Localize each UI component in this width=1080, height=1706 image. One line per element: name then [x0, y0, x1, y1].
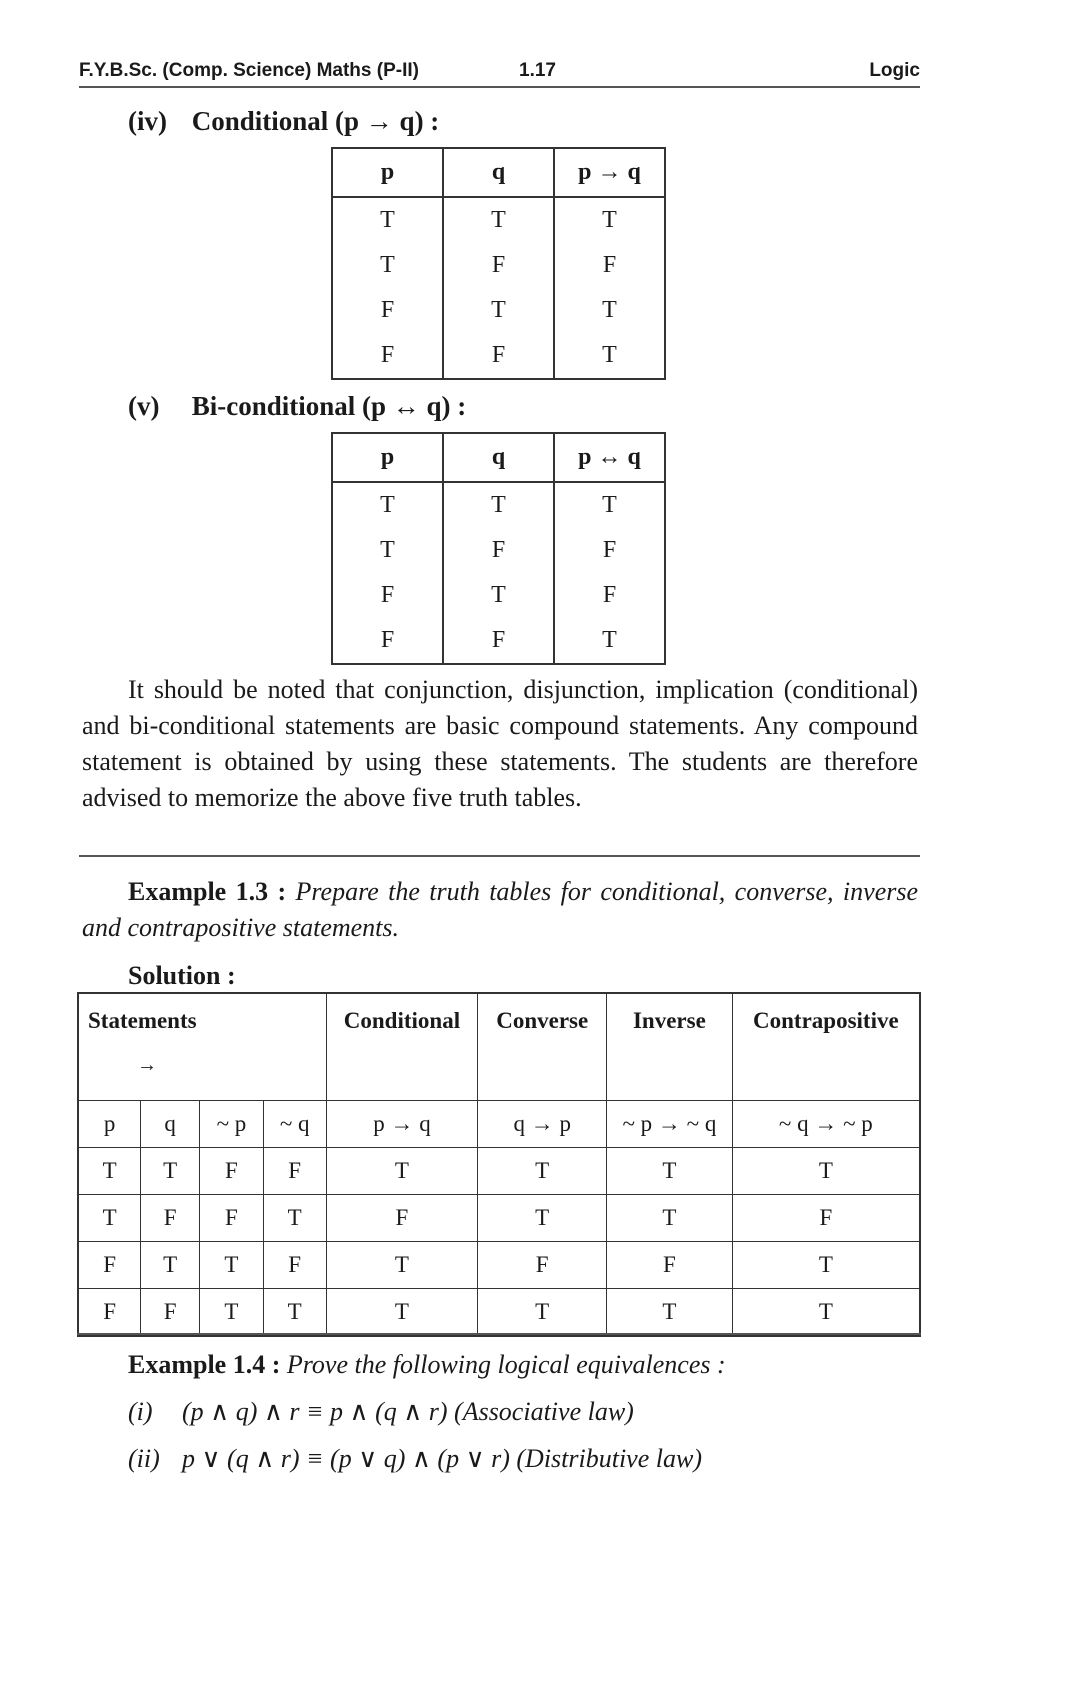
column-header: q — [443, 433, 554, 482]
table-row — [78, 1195, 920, 1242]
biconditional-truth-table — [331, 432, 666, 665]
table-cell: F — [732, 1195, 920, 1242]
example-1-3 — [82, 874, 918, 946]
table-cell: T — [200, 1242, 264, 1289]
column-header: ~ q — [263, 1101, 326, 1148]
solution-label: Solution : — [128, 961, 236, 990]
table-cell: T — [554, 618, 665, 664]
column-header: p — [332, 433, 443, 482]
table-cell: T — [141, 1148, 200, 1195]
column-header: p → q — [326, 1101, 478, 1148]
table-cell: T — [332, 197, 443, 243]
table-row — [78, 1242, 920, 1289]
table-cell: F — [443, 243, 554, 288]
example-1-4 — [128, 1347, 726, 1383]
header-book-title: F.Y.B.Sc. (Comp. Science) Maths (P-II) — [79, 60, 419, 81]
table-cell: F — [326, 1195, 478, 1242]
table-cell: T — [326, 1148, 478, 1195]
solution-heading — [128, 958, 236, 994]
column-header: ~ q → ~ p — [732, 1101, 920, 1148]
table-cell: T — [332, 528, 443, 573]
table-cell: F — [200, 1195, 264, 1242]
table-cell: T — [443, 197, 554, 243]
table-row — [78, 1148, 920, 1195]
table-cell: F — [200, 1148, 264, 1195]
item-number: (i) — [128, 1397, 153, 1426]
table-cell: F — [443, 618, 554, 664]
table-group-header-row — [78, 993, 920, 1101]
table-row — [78, 1289, 920, 1337]
table-row — [332, 482, 665, 528]
table-header-row — [332, 433, 665, 482]
table-cell: T — [443, 573, 554, 618]
table-cell: T — [478, 1289, 607, 1337]
table-cell: T — [732, 1289, 920, 1337]
table-cell: T — [78, 1195, 141, 1242]
table-cell: F — [332, 288, 443, 333]
column-header: p — [78, 1101, 141, 1148]
column-header: ~ p — [200, 1101, 264, 1148]
table-cell: T — [200, 1289, 264, 1337]
table-row — [332, 243, 665, 288]
inverse-header: Inverse — [607, 993, 733, 1101]
table-cell: F — [554, 573, 665, 618]
table-cell: T — [478, 1148, 607, 1195]
column-header: p — [332, 148, 443, 197]
item-expression: p ∨ (q ∧ r) ≡ (p ∨ q) ∧ (p ∨ r) (Distributive law) — [182, 1444, 702, 1473]
table-cell: F — [141, 1289, 200, 1337]
table-cell: F — [263, 1242, 326, 1289]
header-page-number: 1.17 — [519, 60, 556, 81]
biconditional-title: Bi-conditional (p ↔ q) : — [191, 391, 467, 421]
column-header: q — [141, 1101, 200, 1148]
table-cell: F — [263, 1148, 326, 1195]
table-cell: T — [554, 333, 665, 379]
table-cell: T — [263, 1289, 326, 1337]
table-cell: F — [78, 1242, 141, 1289]
table-cell: T — [443, 482, 554, 528]
table-cell: T — [554, 288, 665, 333]
table-cell: T — [554, 482, 665, 528]
table-header-row — [332, 148, 665, 197]
table-bottom-rule — [77, 1333, 921, 1335]
table-cell: T — [607, 1195, 733, 1242]
table-cell: F — [332, 333, 443, 379]
conditional-header: Conditional — [326, 993, 478, 1101]
table-cell: F — [332, 573, 443, 618]
contrapositive-header: Contrapositive — [732, 993, 920, 1101]
header-chapter: Logic — [869, 60, 920, 81]
table-cell: T — [332, 243, 443, 288]
table-row — [332, 528, 665, 573]
note-text: It should be noted that conjunction, disjunction, implication (conditional) and bi-conditional statements are basic compound statements. Any compound statement is obtained by using these statements. The students are therefore advised to memorize the above five truth tables. — [82, 675, 918, 812]
table-column-header-row — [78, 1101, 920, 1148]
column-header: p ↔ q — [554, 433, 665, 482]
conditional-truth-table — [331, 147, 666, 380]
conditional-label: (iv) — [128, 106, 167, 136]
table-row — [332, 288, 665, 333]
equivalence-item — [128, 1397, 634, 1427]
column-header: q → p — [478, 1101, 607, 1148]
example-1-3-text: Prepare the truth tables for conditional, converse, inverse and contrapositive statements. — [82, 877, 919, 942]
example-1-4-text: Prove the following logical equivalences : — [286, 1350, 726, 1379]
column-header: q — [443, 148, 554, 197]
table-cell: T — [78, 1148, 141, 1195]
table-cell: F — [478, 1242, 607, 1289]
statements-header — [78, 993, 326, 1101]
table-row — [332, 618, 665, 664]
table-cell: T — [478, 1195, 607, 1242]
table-cell: F — [443, 528, 554, 573]
implication-variants-table — [77, 992, 921, 1337]
item-expression: (p ∧ q) ∧ r ≡ p ∧ (q ∧ r) (Associative law) — [182, 1397, 634, 1426]
table-cell: T — [607, 1148, 733, 1195]
table-cell: T — [607, 1289, 733, 1337]
table-cell: F — [332, 618, 443, 664]
column-header: p → q — [554, 148, 665, 197]
conditional-title: Conditional (p → q) : — [191, 106, 440, 136]
table-cell: F — [443, 333, 554, 379]
item-number: (ii) — [128, 1444, 160, 1473]
table-cell: F — [554, 243, 665, 288]
biconditional-label: (v) — [128, 391, 160, 421]
table-cell: F — [78, 1289, 141, 1337]
column-header: ~ p → ~ q — [607, 1101, 733, 1148]
statements-label: Statements — [88, 1008, 197, 1033]
table-cell: T — [326, 1289, 478, 1337]
table-cell: T — [326, 1242, 478, 1289]
table-row — [332, 573, 665, 618]
biconditional-heading — [128, 391, 466, 422]
table-cell: F — [554, 528, 665, 573]
table-cell: F — [141, 1195, 200, 1242]
table-cell: F — [607, 1242, 733, 1289]
section-divider — [79, 855, 920, 857]
converse-header: Converse — [478, 993, 607, 1101]
arrow-icon: → — [137, 1054, 157, 1076]
table-cell: T — [554, 197, 665, 243]
equivalence-item — [128, 1444, 702, 1474]
example-1-3-label: Example 1.3 : — [128, 877, 287, 906]
table-cell: T — [732, 1148, 920, 1195]
table-row — [332, 333, 665, 379]
page-header — [79, 58, 920, 88]
table-row — [332, 197, 665, 243]
table-cell: T — [332, 482, 443, 528]
table-cell: T — [141, 1242, 200, 1289]
example-1-4-label: Example 1.4 : — [128, 1350, 281, 1379]
note-paragraph — [82, 672, 918, 816]
conditional-heading — [128, 106, 439, 137]
table-cell: T — [732, 1242, 920, 1289]
table-cell: T — [263, 1195, 326, 1242]
table-cell: T — [443, 288, 554, 333]
